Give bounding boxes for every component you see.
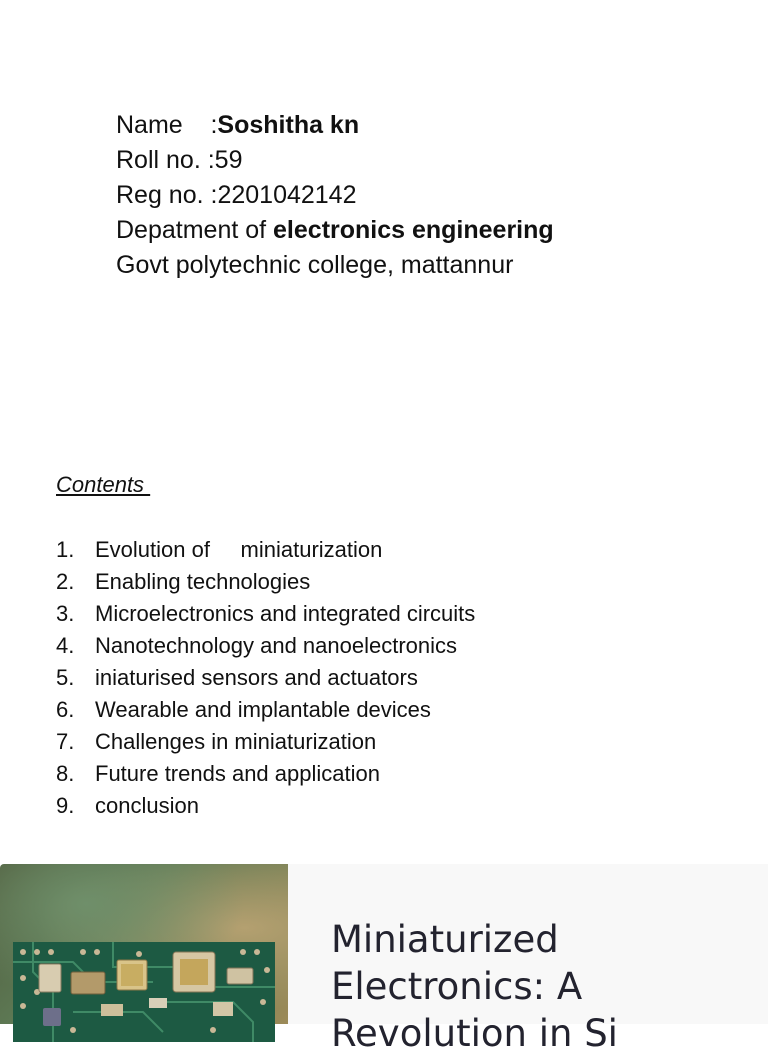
contents-item-number: 5. xyxy=(56,665,75,690)
contents-list xyxy=(56,534,475,822)
contents-item-number: 9. xyxy=(56,793,75,818)
contents-item xyxy=(56,598,475,630)
name-line xyxy=(116,108,554,143)
contents-item-text: Wearable and implantable devices xyxy=(95,697,431,722)
contents-item-text: Nanotechnology and nanoelectronics xyxy=(95,633,458,658)
contents-item-number: 6. xyxy=(56,697,75,722)
contents-item xyxy=(56,790,475,822)
contents-item-number: 7. xyxy=(56,729,75,754)
contents-item-text: Challenges in miniaturization xyxy=(95,729,377,754)
department-prefix: Depatment of xyxy=(116,216,274,244)
slide-title-panel xyxy=(288,864,768,1055)
title-slide xyxy=(0,864,768,1055)
reg-label: Reg no. : xyxy=(116,181,218,209)
slide-title: Miniaturized Electronics: A Revolution in Si xyxy=(331,918,618,1055)
student-info-block xyxy=(116,108,554,283)
contents-item xyxy=(56,662,475,694)
roll-label: Roll no. : xyxy=(116,146,215,174)
roll-value: 59 xyxy=(214,146,243,174)
contents-item-text: Future trends and application xyxy=(95,761,380,786)
roll-line xyxy=(116,143,554,178)
reg-value: 2201042142 xyxy=(217,181,357,209)
contents-item-number: 2. xyxy=(56,569,75,594)
department-value: electronics engineering xyxy=(273,216,554,244)
contents-item-number: 1. xyxy=(56,537,75,562)
contents-item-number: 8. xyxy=(56,761,75,786)
slide-image-panel xyxy=(0,864,288,1024)
college-line: Govt polytechnic college, mattannur xyxy=(116,251,514,279)
contents-item-number: 4. xyxy=(56,633,75,658)
contents-item-text: iniaturised sensors and actuators xyxy=(95,665,418,690)
reg-line xyxy=(116,178,554,213)
name-label: Name : xyxy=(116,111,218,139)
contents-item xyxy=(56,534,475,566)
contents-item-text: conclusion xyxy=(95,793,199,818)
contents-item-text: Microelectronics and integrated circuits xyxy=(95,601,476,626)
contents-item-text: Evolution of miniaturization xyxy=(95,537,383,562)
contents-item xyxy=(56,694,475,726)
contents-item xyxy=(56,726,475,758)
contents-heading: Contents xyxy=(56,472,151,497)
contents-item xyxy=(56,630,475,662)
name-value: Soshitha kn xyxy=(217,111,360,139)
contents-item-number: 3. xyxy=(56,601,75,626)
circuit-board-image xyxy=(13,942,275,1042)
contents-item-text: Enabling technologies xyxy=(95,569,311,594)
department-line xyxy=(116,213,554,248)
contents-item xyxy=(56,566,475,598)
contents-item xyxy=(56,758,475,790)
